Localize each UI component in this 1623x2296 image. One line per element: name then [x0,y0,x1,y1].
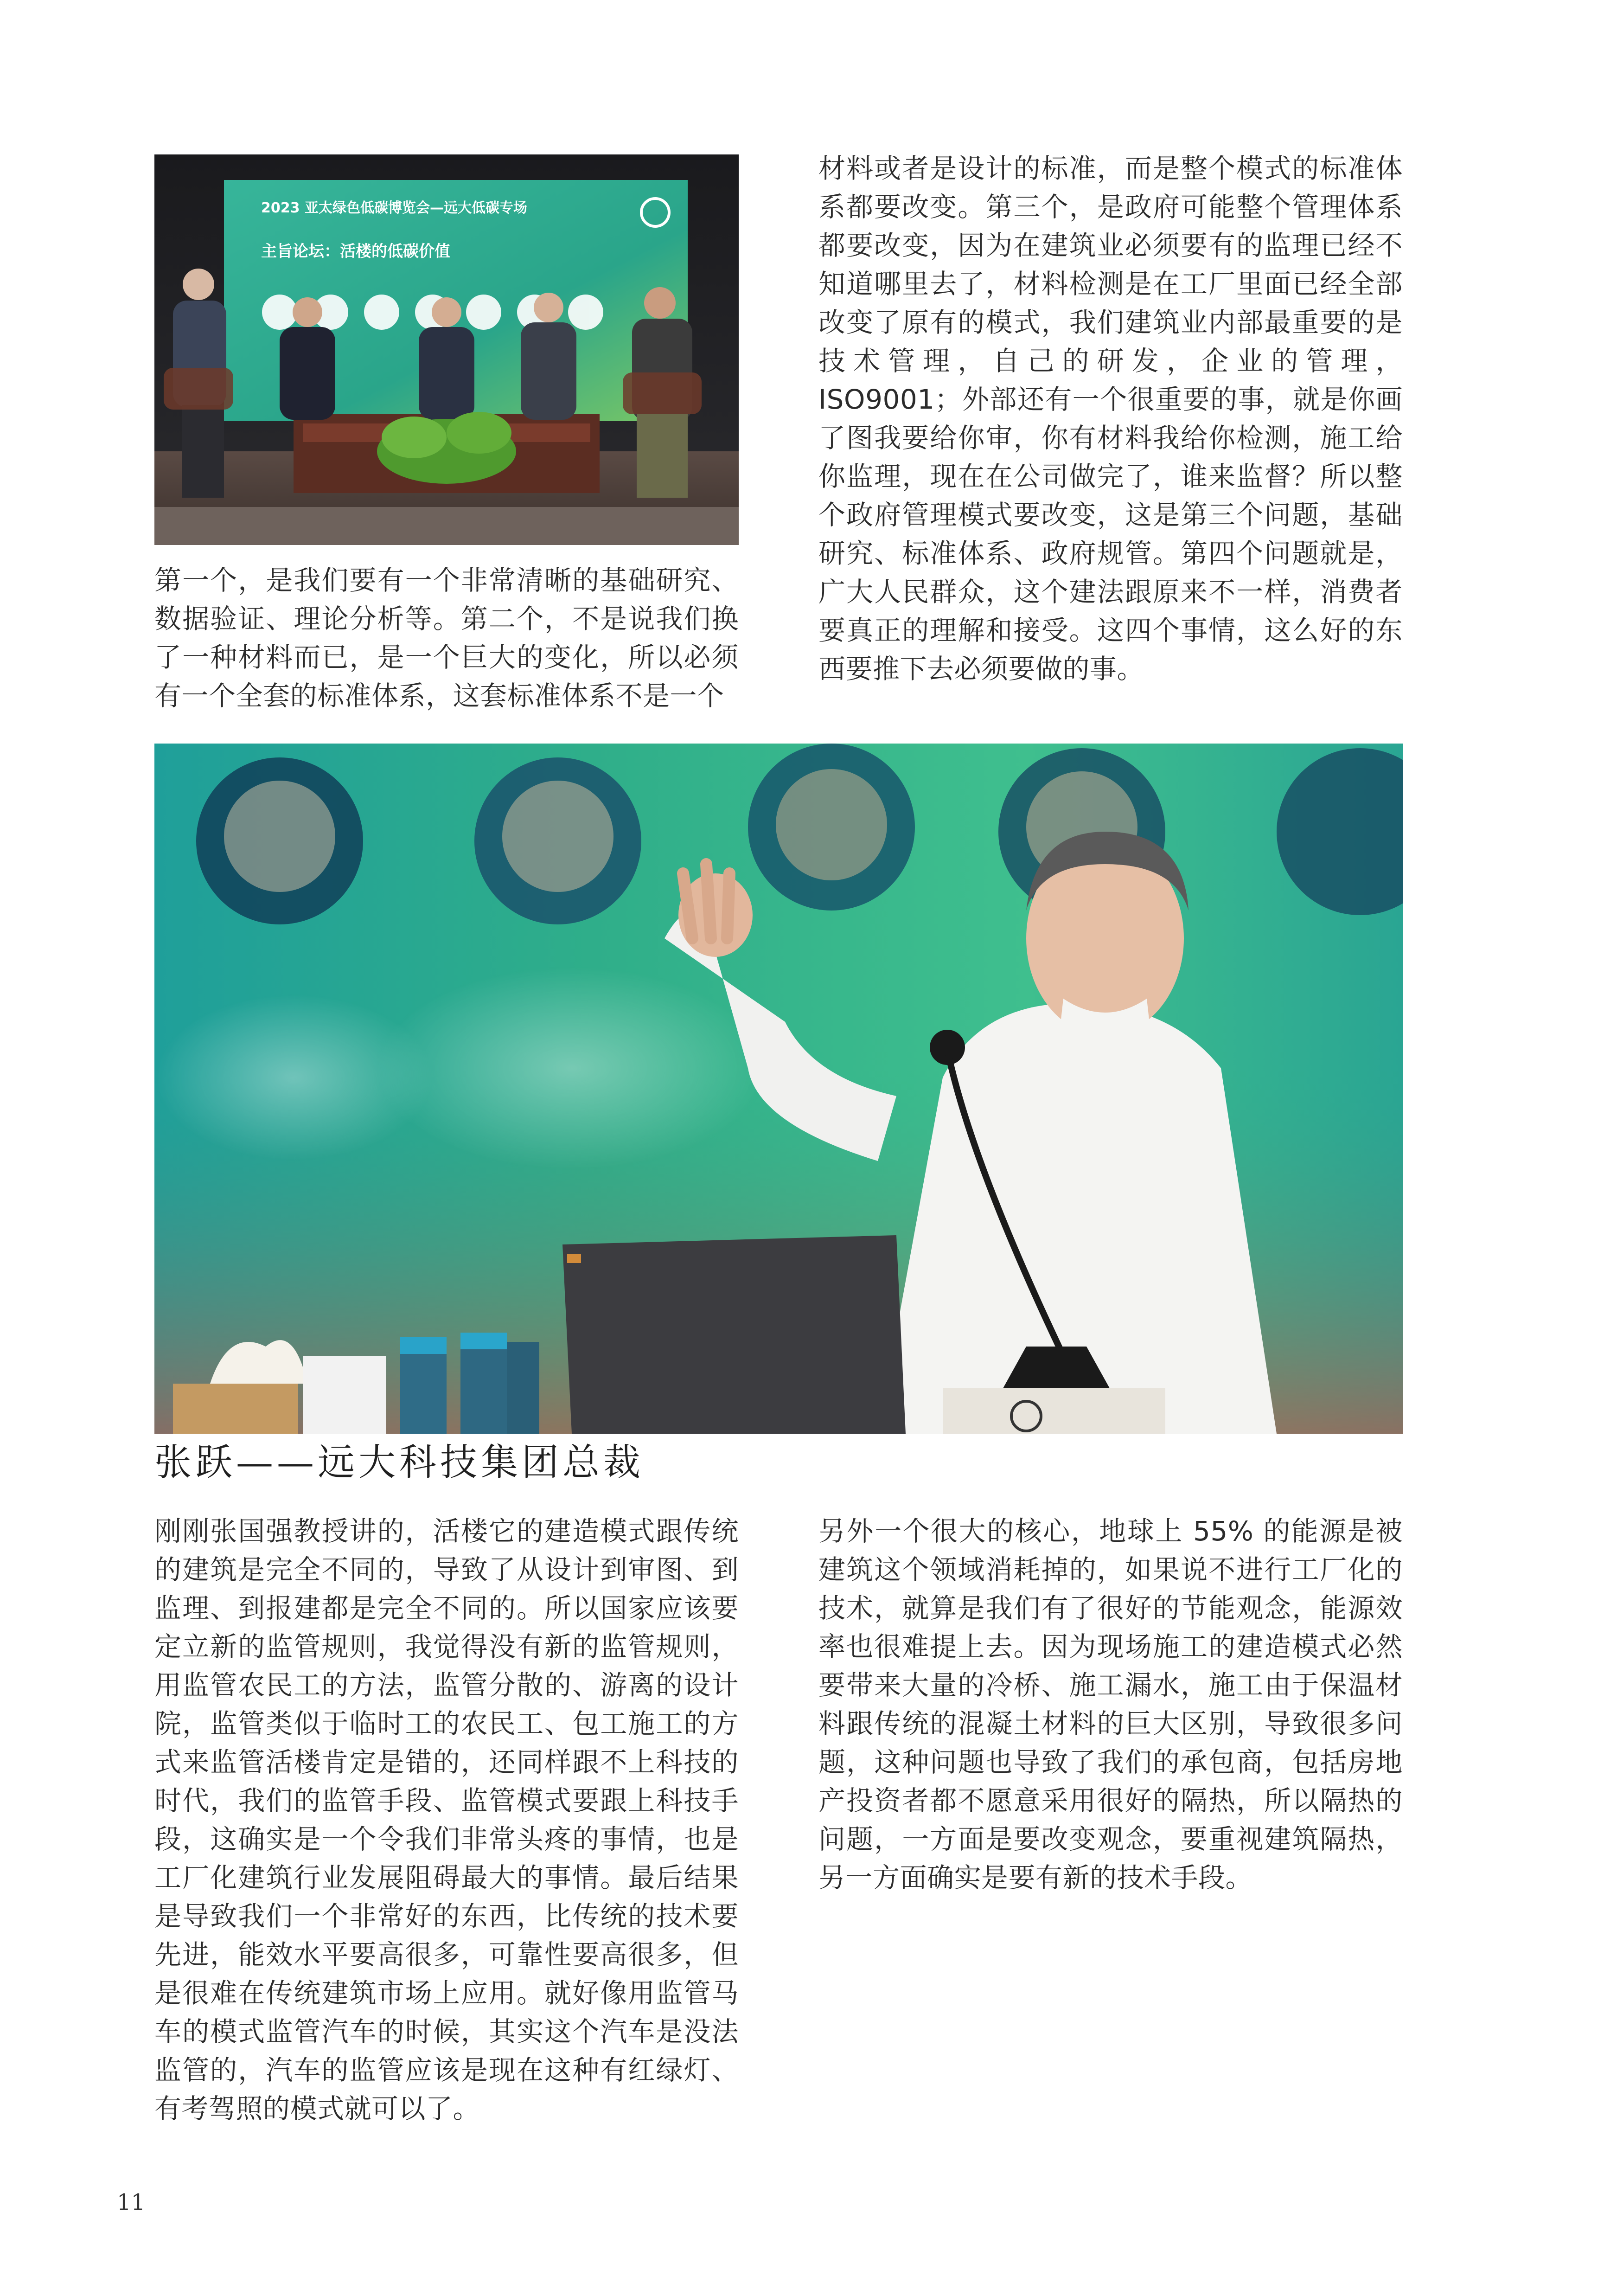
banner-title: 2023 亚太绿色低碳博览会—远大低碳专场 [261,200,527,216]
paragraph-top-right: 材料或者是设计的标准，而是整个模式的标准体系都要改变。第三个，是政府可能整个管理体系都要改变，因为在建筑业必须要有的监理已经不知道哪里去了，材料检测是在工厂里面已经全部改变了原有的模式，我们建筑业内部最重要的是技术管理，自己的研发，企业的管理，ISO9001；外部还有一个很重要的事，就是你画了图我要给你审，你有材料我给你检测，施工给你监理，现在在公司做完了，谁来监督？所以整个政府管理模式要改变，这是第三个问题，基础研究、标准体系、政府规管。第四个问题就是，广大人民群众，这个建法跟原来不一样，消费者要真正的理解和接受。这四个事情，这么好的东西要推下去必须要做的事。 [818,153,1403,685]
paragraph-bottom-left: 刚刚张国强教授讲的，活楼它的建造模式跟传统的建筑是完全不同的，导致了从设计到审图、到监理、到报建都是完全不同的。所以国家应该要定立新的监管规则，我觉得没有新的监管规则，用监管农民工的方法，监管分散的、游离的设计院，监管类似于临时工的农民工、包工施工的方式来监管活楼肯定是错的，还同样跟不上科技的时代，我们的监管手段、监管模式要跟上科技手段，这确实是一个令我们非常头疼的事情，也是工厂化建筑行业发展阻碍最大的事情。最后结果是导致我们一个非常好的东西，比传统的技术要先进，能效水平要高很多，可靠性要高很多，但是很难在传统建筑市场上应用。就好像用监管马车的模式监管汽车的时候，其实这个汽车是没法监管的，汽车的监管应该是现在这种有红绿灯、有考驾照的模式就可以了。 [154,1515,739,2124]
paragraph-bottom-right: 另外一个很大的核心，地球上 55% 的能源是被建筑这个领域消耗掉的，如果说不进行工厂化的技术，就算是我们有了很好的节能观念，能源效率也很难提上去。因为现场施工的建造模式必然要带来大量的冷桥、施工漏水，施工由于保温材料跟传统的混凝土材料的巨大区别，导致很多问题，这种问题也导致了我们的承包商，包括房地产投资者都不愿意采用很好的隔热，所以隔热的问题，一方面是要改变观念，要重视建筑隔热，另一方面确实是要有新的技术手段。 [818,1515,1403,1893]
speaker-photo [154,744,1403,1434]
paragraph-top-left: 第一个，是我们要有一个非常清晰的基础研究、数据验证、理论分析等。第二个，不是说我们换了一种材料而已，是一个巨大的变化，所以必须有一个全套的标准体系，这套标准体系不是一个 [154,564,739,712]
page-number: 11 [117,2189,146,2215]
section-heading: 张跃——远大科技集团总裁 [154,1441,644,1484]
panel-discussion-photo [154,154,739,545]
banner-subtitle: 主旨论坛：活楼的低碳价值 [261,242,450,261]
